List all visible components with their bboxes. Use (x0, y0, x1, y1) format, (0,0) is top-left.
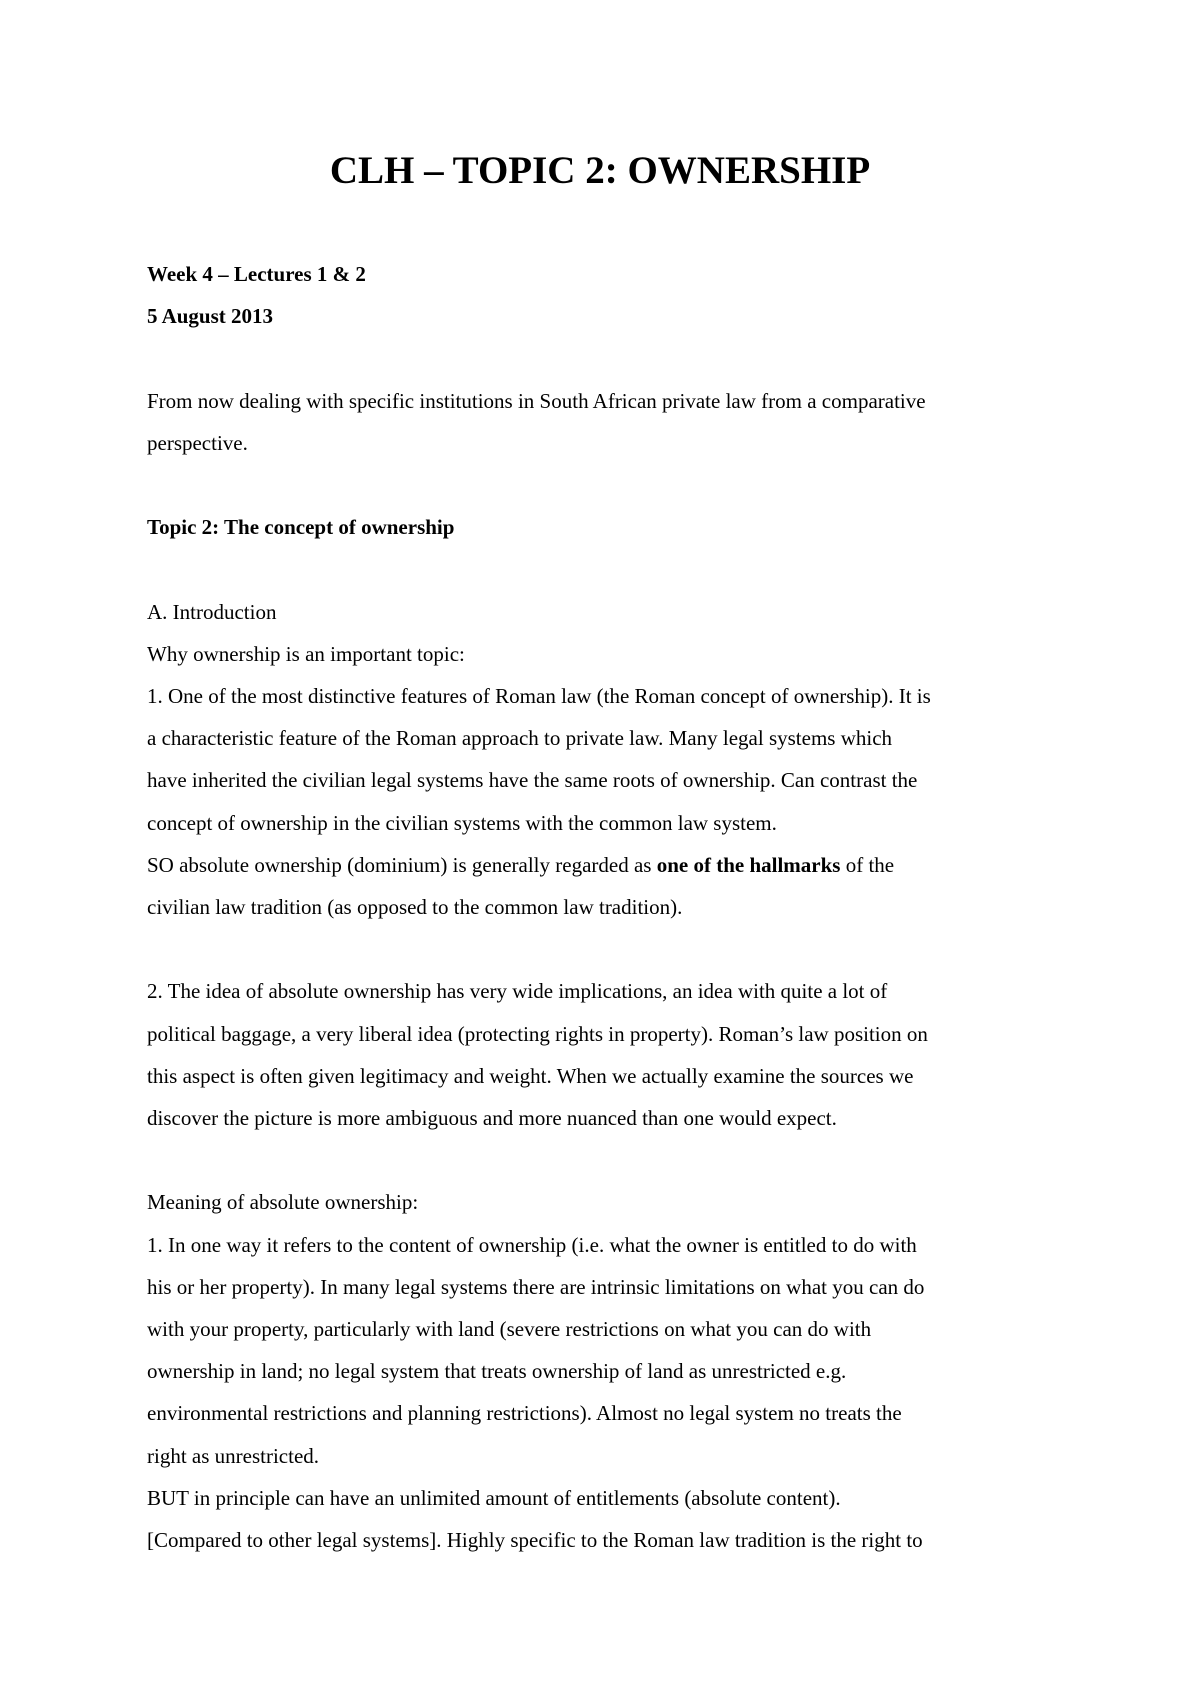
document-body (147, 253, 1067, 1561)
why-heading: Why ownership is an important topic: (147, 641, 465, 666)
topic-heading: Topic 2: The concept of ownership (147, 515, 455, 540)
meaning1-line: 1. In one way it refers to the content of ownership (i.e. what the owner is entitled to do with (147, 1232, 917, 1257)
point2-line: discover the picture is more ambiguous and more nuanced than one would expect. (147, 1106, 837, 1130)
meaning1-line: ownership in land; no legal system that treats ownership of land as unrestricted e.g. (147, 1359, 847, 1384)
point1-line: 1. One of the most distinctive features of Roman law (the Roman concept of ownership). It is (147, 683, 931, 708)
but-line: [Compared to other legal systems]. Highly specific to the Roman law tradition is the right to (147, 1528, 923, 1553)
intro-line: From now dealing with specific institutions in South African private law from a comparative (147, 388, 926, 413)
meaning1-line: right as unrestricted. (147, 1443, 320, 1468)
so-line (147, 844, 1067, 886)
spacer (147, 928, 1067, 970)
point1-line: concept of ownership in the civilian systems with the common law system. (147, 810, 777, 835)
so-line-2: civilian law tradition (as opposed to the common law tradition). (147, 895, 683, 919)
point1-line: have inherited the civilian legal systems have the same roots of ownership. Can contrast the (147, 768, 918, 793)
intro-line: perspective. (147, 430, 248, 455)
point2-line: this aspect is often given legitimacy and weight. When we actually examine the sources we (147, 1063, 914, 1088)
date-heading: 5 August 2013 (147, 304, 274, 329)
document-title: CLH – TOPIC 2: OWNERSHIP (329, 149, 871, 192)
week-heading: Week 4 – Lectures 1 & 2 (147, 262, 366, 286)
hallmarks-emphasis: one of the hallmarks (656, 852, 841, 877)
so-line-after: of the (840, 852, 895, 877)
spacer (147, 337, 1067, 379)
so-line-before: SO absolute ownership (dominium) is generally regarded as (147, 852, 657, 877)
point2-line: 2. The idea of absolute ownership has very wide implications, an idea with quite a lot of (147, 979, 888, 1004)
section-a-heading: A. Introduction (147, 599, 277, 624)
point1-line: a characteristic feature of the Roman approach to private law. Many legal systems which (147, 726, 893, 751)
spacer (147, 548, 1067, 590)
meaning1-line: environmental restrictions and planning restrictions). Almost no legal system no treats the (147, 1401, 902, 1426)
but-line: BUT in principle can have an unlimited amount of entitlements (absolute content). (147, 1485, 841, 1510)
meaning1-line: with your property, particularly with land (severe restrictions on what you can do with (147, 1317, 872, 1341)
point2-line: political baggage, a very liberal idea (protecting rights in property). Roman’s law position on (147, 1021, 928, 1046)
meaning-heading: Meaning of absolute ownership: (147, 1190, 419, 1215)
spacer (147, 464, 1067, 506)
spacer (147, 1139, 1067, 1181)
meaning1-line: his or her property). In many legal systems there are intrinsic limitations on what you can do (147, 1274, 925, 1299)
